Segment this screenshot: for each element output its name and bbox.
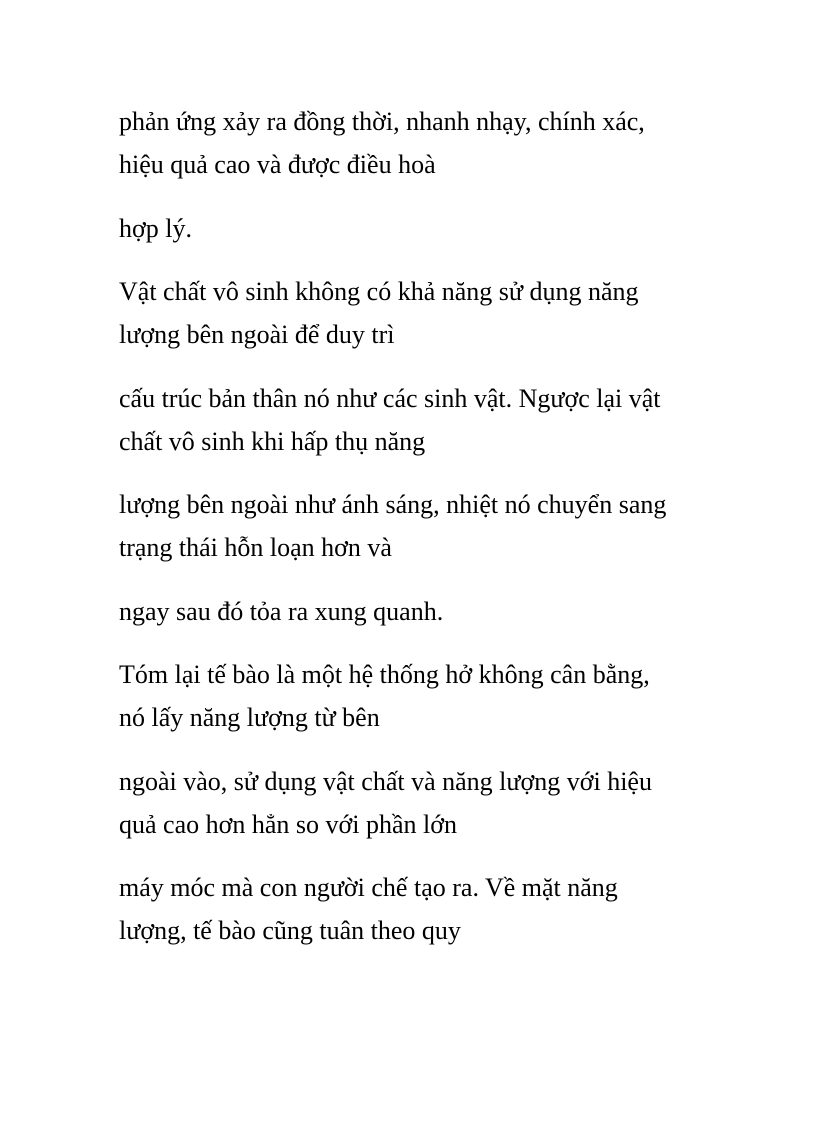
text-line: lượng bên ngoài để duy trì [119,320,395,349]
text-line: ngoài vào, sử dụng vật chất và năng lượng với hiệu [119,766,652,796]
text-line: máy móc mà con người chế tạo ra. Về mặt năng [119,873,618,902]
text-line: cấu trúc bản thân nó như các sinh vật. Ngược lại vật [119,383,661,413]
text-line: hợp lý. [119,213,192,243]
body-text [119,100,759,973]
paragraph [119,590,759,633]
text-line: lượng bên ngoài như ánh sáng, nhiệt nó chuyển sang [119,490,667,519]
text-line: chất vô sinh khi hấp thụ năng [119,426,426,456]
paragraph [119,270,759,356]
paragraph [119,483,759,569]
text-line: quả cao hơn hẳn so với phần lớn [119,809,458,839]
paragraph [119,653,759,739]
paragraph [119,100,759,186]
text-line: lượng, tế bào cũng tuân theo quy [119,916,461,945]
text-line: hiệu quả cao và được điều hoà [119,150,436,179]
paragraph [119,866,759,952]
paragraph [119,377,759,463]
text-line: trạng thái hỗn loạn hơn và [119,533,392,562]
text-line: ngay sau đó tỏa ra xung quanh. [119,596,444,626]
paragraph [119,760,759,846]
text-line: nó lấy năng lượng từ bên [119,703,380,732]
text-line: phản ứng xảy ra đồng thời, nhanh nhạy, chính xác, [119,107,645,136]
text-line: Vật chất vô sinh không có khả năng sử dụng năng [119,277,639,306]
paragraph [119,207,759,250]
text-line: Tóm lại tế bào là một hệ thống hở không cân bằng, [119,660,650,689]
